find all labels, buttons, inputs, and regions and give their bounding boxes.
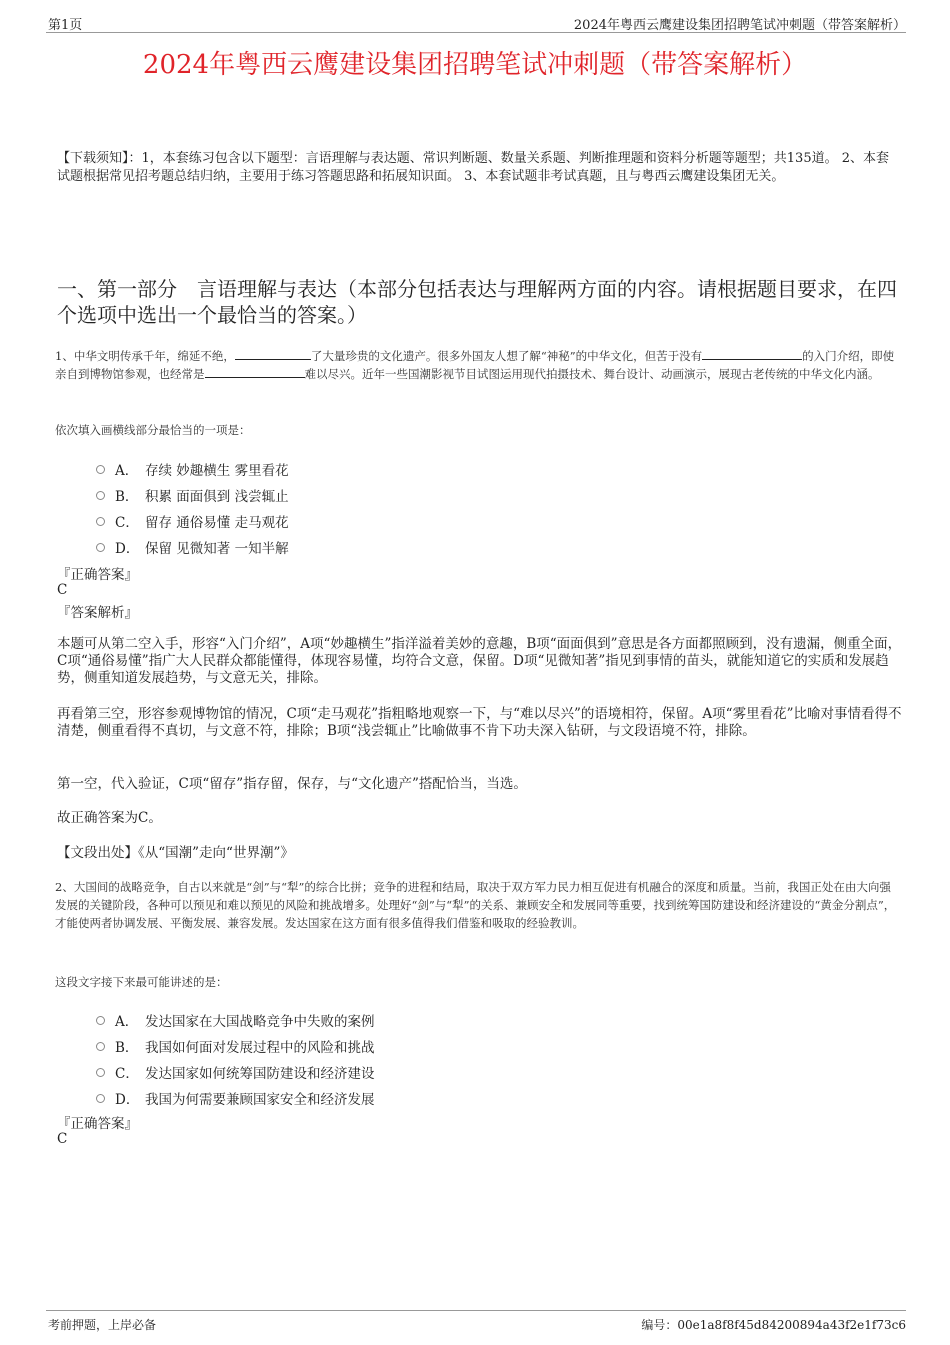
answer-value: C <box>57 1131 68 1147</box>
question-1-options <box>96 456 289 560</box>
question-2-answer <box>57 1112 902 1150</box>
stem-text: 1、中华文明传承千年，绵延不绝， <box>55 349 235 363</box>
section-title: 一、第一部分 言语理解与表达（本部分包括表达与理解两方面的内容。请根据题目要求，在四个选项中选出一个最恰当的答案。） <box>57 277 897 327</box>
radio-icon[interactable] <box>96 465 105 474</box>
option-d[interactable] <box>96 1085 375 1111</box>
footer-divider <box>46 1310 906 1311</box>
radio-icon[interactable] <box>96 543 105 552</box>
option-c[interactable] <box>96 1059 375 1085</box>
option-text: 我国为何需要兼顾国家安全和经济发展 <box>145 1092 375 1108</box>
option-d[interactable] <box>96 534 289 560</box>
radio-icon[interactable] <box>96 1016 105 1025</box>
option-text: 积累 面面俱到 浅尝辄止 <box>145 489 289 505</box>
question-2-prompt: 这段文字接下来最可能讲述的是： <box>55 975 228 989</box>
footer-serial-number: 编号：00e1a8f8f45d84200894a43f2e1f73c6 <box>641 1318 906 1332</box>
option-letter: C． <box>115 515 139 531</box>
answer-label: 『正确答案』 <box>57 567 138 583</box>
download-notice: 【下载须知】：1，本套练习包含以下题型：言语理解与表达题、常识判断题、数量关系题、判断推理题和资料分析题等题型；共135道。 2、本套试题根据常见招考题总结归纳，主要用于练习答题思路和拓展知识面。 3、本套试题非考试真题，且与粤西云鹰建设集团无关。 <box>57 151 889 184</box>
question-2-stem: 2、大国间的战略竞争，自古以来就是“剑”与“犁”的综合比拼；竞争的进程和结局，取决于双方军力民力相互促进有机融合的深度和质量。当前，我国正处在由大向强发展的关键阶段，各种可以预见和难以预见的风险和挑战增多。处理好“剑”与“犁”的关系、兼顾安全和发展同等重要，找到统筹国防建设和经济建设的“黄金分割点”，才能使两者协调发展、平衡发展、兼容发展。发达国家在这方面有很多值得我们借鉴和吸取的经验教训。 <box>55 880 896 930</box>
radio-icon[interactable] <box>96 1068 105 1077</box>
analysis-label: 『答案解析』 <box>57 605 138 621</box>
question-1-stem <box>55 347 900 383</box>
radio-icon[interactable] <box>96 491 105 500</box>
footer-slogan: 考前押题，上岸必备 <box>48 1318 157 1332</box>
radio-icon[interactable] <box>96 1042 105 1051</box>
fill-blank <box>205 365 305 378</box>
option-letter: C． <box>115 1066 139 1082</box>
answer-value: C <box>57 582 68 598</box>
option-a[interactable] <box>96 456 289 482</box>
question-1-answer <box>57 563 902 620</box>
header-page-number: 第1页 <box>48 18 83 33</box>
option-text: 存续 妙趣横生 雾里看花 <box>145 463 289 479</box>
option-letter: A． <box>115 463 139 479</box>
fill-blank <box>702 347 802 360</box>
header-divider <box>46 32 906 33</box>
option-a[interactable] <box>96 1007 375 1033</box>
stem-text: 难以尽兴。近年一些国潮影视节目试图运用现代拍摄技术、舞台设计、动画演示，展现古老传统的中华文化内涵。 <box>304 367 880 381</box>
option-text: 发达国家如何统筹国防建设和经济建设 <box>145 1066 375 1082</box>
option-letter: A． <box>115 1014 139 1030</box>
analysis-source: 【文段出处】《从“国潮”走向“世界潮”》 <box>57 845 294 861</box>
option-letter: D． <box>115 541 140 557</box>
option-b[interactable] <box>96 1033 375 1059</box>
option-text: 留存 通俗易懂 走马观花 <box>145 515 289 531</box>
answer-label: 『正确答案』 <box>57 1116 138 1132</box>
analysis-paragraph: 第一空，代入验证，C项“留存”指存留，保存，与“文化遗产”搭配恰当，当选。 <box>57 776 527 792</box>
option-b[interactable] <box>96 482 289 508</box>
radio-icon[interactable] <box>96 1094 105 1103</box>
option-c[interactable] <box>96 508 289 534</box>
question-2-options <box>96 1007 375 1111</box>
option-letter: B． <box>115 489 139 505</box>
option-text: 保留 见微知著 一知半解 <box>145 541 289 557</box>
option-text: 发达国家在大国战略竞争中失败的案例 <box>145 1014 375 1030</box>
option-letter: B． <box>115 1040 139 1056</box>
option-text: 我国如何面对发展过程中的风险和挑战 <box>145 1040 375 1056</box>
option-letter: D． <box>115 1092 140 1108</box>
stem-text: 的入门介绍，即使亲自到博物馆参观，也经常是 <box>55 349 895 381</box>
analysis-paragraph: 再看第三空，形容参观博物馆的情况，C项“走马观花”指粗略地观察一下，与“难以尽兴”的语境相符，保留。A项“雾里看花”比喻对事情看得不清楚，侧重看得不真切，与文意不符，排除；B项“浅尝辄止”比喻做事不肯下功夫深入钻研，与文段语境不符，排除。 <box>57 706 902 739</box>
radio-icon[interactable] <box>96 517 105 526</box>
fill-blank <box>235 347 311 360</box>
header-doc-title: 2024年粤西云鹰建设集团招聘笔试冲刺题（带答案解析） <box>573 18 906 33</box>
question-1-prompt: 依次填入画横线部分最恰当的一项是： <box>55 423 251 437</box>
document-title: 2024年粤西云鹰建设集团招聘笔试冲刺题（带答案解析） <box>142 50 808 80</box>
analysis-paragraph: 本题可从第二空入手，形容“入门介绍”，A项“妙趣横生”指洋溢着美妙的意趣，B项“面面俱到”意思是各方面都照顾到，没有遗漏，侧重全面，C项“通俗易懂”指广大人民群众都能懂得，体现容易懂，均符合文意，保留。D项“见微知著”指见到事情的苗头，就能知道它的实质和发展趋势，侧重知道发展趋势，与文意无关，排除。 <box>57 636 902 686</box>
analysis-conclusion: 故正确答案为C。 <box>57 810 162 826</box>
stem-text: 了大量珍贵的文化遗产。很多外国友人想了解“神秘”的中华文化，但苦于没有 <box>310 349 703 363</box>
